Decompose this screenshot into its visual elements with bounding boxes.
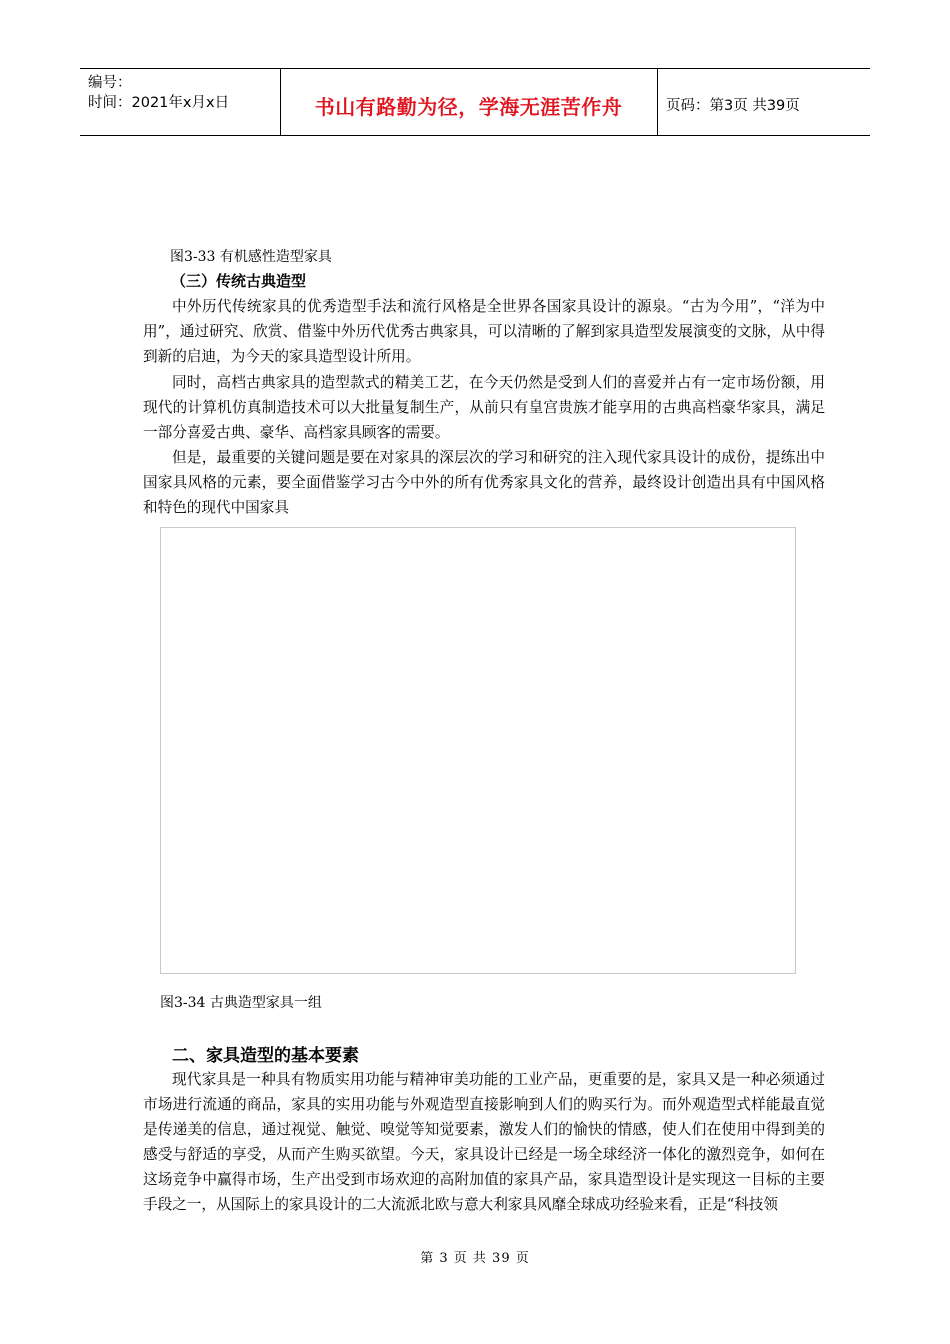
paragraph-classical-source: 中外历代传统家具的优秀造型手法和流行风格是全世界各国家具设计的源泉。“古为今用”，“洋为中用”，通过研究、欣赏、借鉴中外历代优秀古典家具，可以清晰的了解到家具造型发展演变的文脉，从中得到新的启迪，为今天的家具造型设计所用。 [143,298,825,365]
page-header [80,68,870,136]
paragraph-classical-key-issue: 但是，最重要的关键问题是要在对家具的深层次的学习和研究的注入现代家具设计的成份，提练出中国家具风格的元素，要全面借鉴学习古今中外的所有优秀家具文化的营养，最终设计创造出具有中国风格和特色的现代中国家具 [143,449,825,516]
figure-3-33-caption: 图3-33 有机感性造型家具 [170,249,332,265]
document-number-label: 编号： [88,75,132,91]
header-motto: 书山有路勤为径，学海无涯苦作舟 [314,95,623,119]
header-page-info: 页码：第3页 共39页 [666,98,800,114]
section-heading-basic-elements: 二、家具造型的基本要素 [172,1046,359,1066]
paragraph-classical-market: 同时，高档古典家具的造型款式的精美工艺，在今天仍然是受到人们的喜爱并占有一定市场份额，用现代的计算机仿真制造技术可以大批量复制生产，从前只有皇宫贵族才能享用的古典高档豪华家具，满足一部分喜爱古典、豪华、高档家具顾客的需要。 [143,374,825,441]
paragraph-basic-elements: 现代家具是一种具有物质实用功能与精神审美功能的工业产品，更重要的是，家具又是一种必须通过市场进行流通的商品，家具的实用功能与外观造型直接影响到人们的购买行为。而外观造型式样能最直觉是传递美的信息，通过视觉、触觉、嗅觉等知觉要素，激发人们的愉快的情感，使人们在使用中得到美的感受与舒适的享受，从而产生购买欲望。今天，家具设计已经是一场全球经济一体化的激烈竞争，如何在这场竞争中赢得市场，生产出受到市场欢迎的高附加值的家具产品，家具造型设计是实现这一目标的主要手段之一，从国际上的家具设计的二大流派北欧与意大利家具风靡全球成功经验来看，正是“科技领 [143,1071,825,1213]
header-meta [88,73,229,113]
figure-3-34-image [160,527,796,974]
section-heading-traditional-classical: （三）传统古典造型 [171,272,307,290]
header-divider-right [657,69,658,135]
figure-3-34-caption: 图3-34 古典造型家具一组 [160,995,322,1011]
document-date: 时间：2021年x月x日 [88,95,230,111]
page-footer: 第 3 页 共 39 页 [420,1251,530,1266]
